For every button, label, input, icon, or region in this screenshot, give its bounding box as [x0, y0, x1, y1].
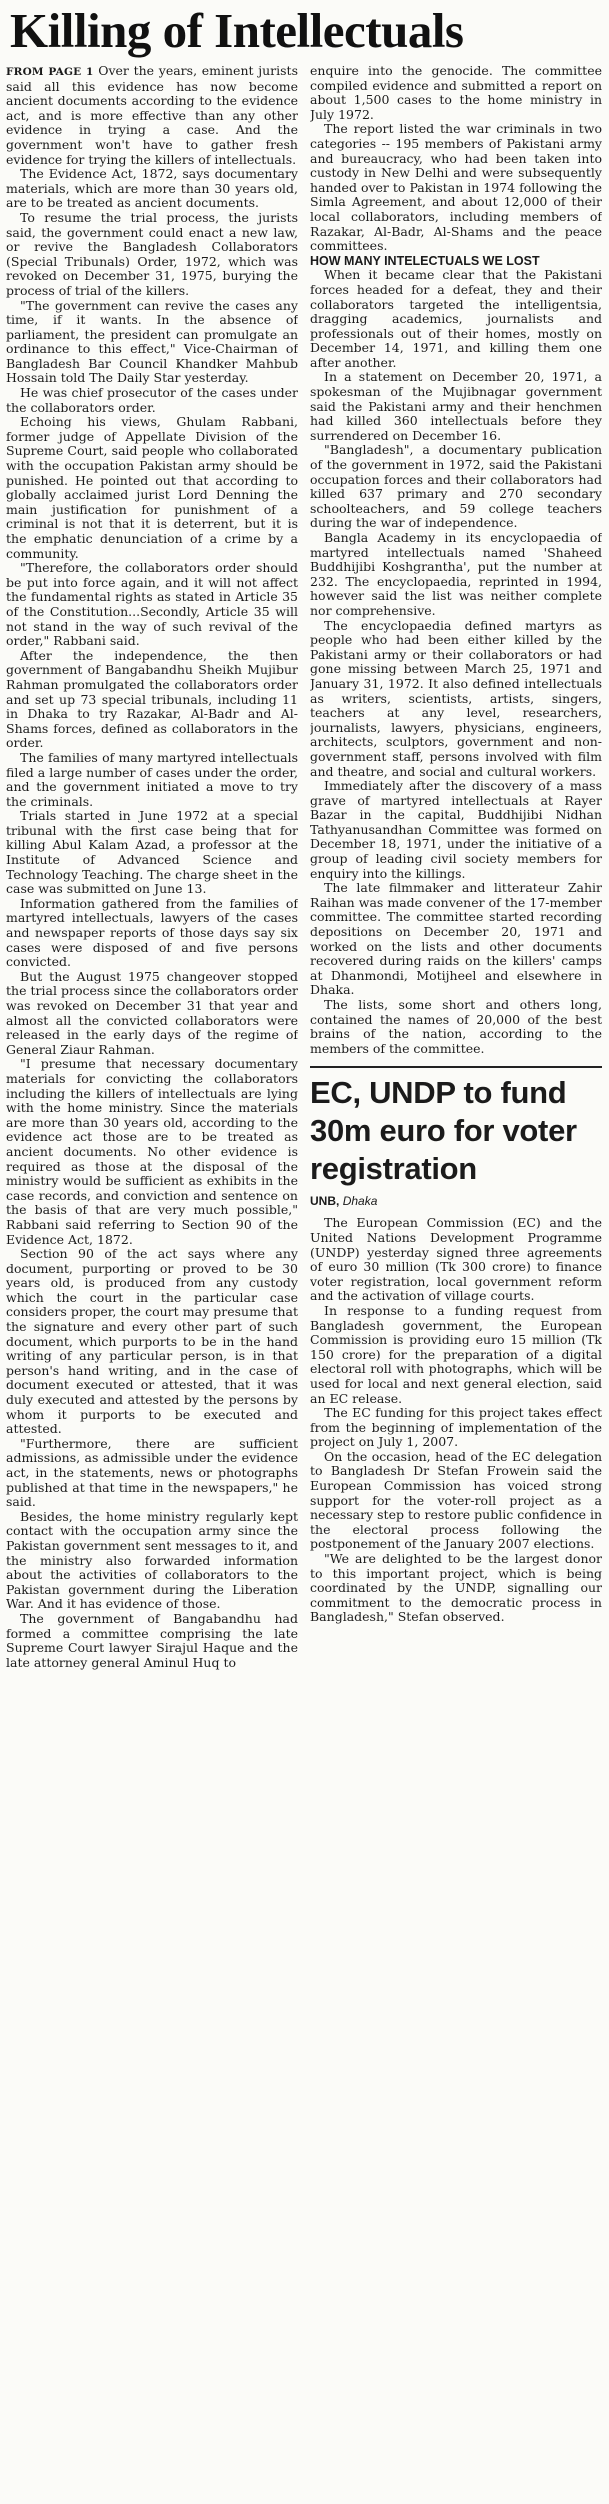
paragraph: Section 90 of the act says where any document, purporting or proved to be 30 years old, is produced from any custody which the court in the particular case considers proper, the court may presume that the signature and every other part of such document, which purports to be in the hand writing of any particular person, is in that person's hand writing, and in the case of document executed or attested, that it was duly executed and attested by the persons by whom it purports to be executed and attested. — [6, 1246, 298, 1437]
paragraph: Information gathered from the families of martyred intellectuals, lawyers of the cases and newspaper reports of those days say six cases were disposed of and five persons convicted. — [6, 895, 298, 970]
paragraph: Trials started in June 1972 at a special tribunal with the first case being that for killing Abul Kalam Azad, a professor at the Institute of Advanced Science and Technology Teaching. The charge sheet in the case was submitted on June 13. — [6, 808, 298, 897]
paragraph: "Furthermore, there are sufficient admissions, as admissible under the evidence act, in the statements, news or photographs published at that time in the newspapers," he said. — [6, 1435, 298, 1510]
paragraph: The encyclopaedia defined martyrs as people who had been either killed by the Pakistani army or their collaborators or had gone missing between March 25, 1971 and January 31, 1972. It also defined intellectuals as writers, scientists, artists, singers, teachers at any level, researchers, journalists, lawyers, physicians, engineers, architects, sculptors, government and non-government staff, persons involved with film and theatre, and social and cultural workers. — [310, 617, 602, 779]
continued-paragraph: enquire into the genocide. The committee compiled evidence and submitted a report on about 1,500 cases to the home ministry in July 1972. — [310, 64, 602, 122]
dateline: Dhaka — [342, 1194, 378, 1209]
paragraph: The report listed the war criminals in two categories -- 195 members of Pakistani army and bureaucracy, who had been taken into custody in New Delhi and were subsequently handed over to Pakistan in 1974 following the Simla Agreement, and about 12,000 of their local collaborators, including members of Razakar, Al-Badr, Al-Shams and the peace committees. — [310, 121, 602, 254]
paragraph: The European Commission (EC) and the United Nations Development Programme (UNDP) yesterday signed three agreements of euro 30 million (Tk 300 crore) to finance voter registration, local government reform and the activation of village courts. — [310, 1215, 602, 1304]
paragraph: "Bangladesh", a documentary publication of the government in 1972, said the Pakistani occupation forces and their collaborators had killed 637 primary and 270 secondary schoolteachers, and 59 college teachers during the war of independence. — [310, 442, 602, 531]
first-paragraph — [6, 64, 298, 167]
right-column — [310, 64, 602, 1670]
paragraph: "Therefore, the collaborators order should be put into force again, and it will not affect the fundamental rights as stated in Article 35 of the Constitution...Secondly, Article 35 will not stand in the way of such revival of the order," Rabbani said. — [6, 560, 298, 649]
paragraph: The Evidence Act, 1872, says documentary materials, which are more than 30 years old, are to be treated as ancient documents. — [6, 166, 298, 211]
paragraph: On the occasion, head of the EC delegation to Bangladesh Dr Stefan Frowein said the European Commission has voiced strong support for the voter-roll project as a necessary step to restore public confidence in the electoral process following the postponement of the January 2007 elections. — [310, 1448, 602, 1552]
paragraph: But the August 1975 changeover stopped the trial process since the collaborators order was revoked on December 31 that year and almost all the convicted collaborators were released in the early days of the regime of General Ziaur Rahman. — [6, 968, 298, 1057]
paragraph: The lists, some short and others long, contained the names of 20,000 of the best brains of the nation, according to the members of the committee. — [310, 997, 602, 1056]
lead-text: Over the years, eminent jurists said all this evidence has now become ancient documents according to the evidence act, and is more effective than any other evidence in trying a case. And the government won't have to gather fresh evidence for trying the killers of intellectuals. — [6, 64, 298, 167]
story-divider — [310, 1066, 602, 1068]
paragraph: To resume the trial process, the jurists said, the government could enact a new law, or revive the Bangladesh Collaborators (Special Tribunals) Order, 1972, which was revoked on December 31, 1975, burying the process of trial of the killers. — [6, 209, 298, 298]
article-columns — [6, 64, 603, 1670]
kicker: FROM PAGE 1 — [6, 66, 94, 78]
paragraph: The families of many martyred intellectuals filed a large number of cases under the order, and the government initiated a move to try the criminals. — [6, 749, 298, 809]
paragraph: Echoing his views, Ghulam Rabbani, former judge of Appellate Division of the Supreme Court, said people who collaborated with the occupation Pakistan army should be punished. He pointed out that according to globally acclaimed jurist Lord Denning the main justification for punishment of a criminal is not that it is deterrent, but it is the emphatic denunciation of a crime by a community. — [6, 414, 298, 561]
byline-agency: UNB, — [310, 1194, 340, 1209]
paragraph: Bangla Academy in its encyclopaedia of martyred intellectuals named 'Shaheed Buddhijibi Koshgrantha', put the number at 232. The encyclopaedia, reprinted in 1994, however said the list was neither complete nor comprehensive. — [310, 530, 602, 618]
subhead: HOW MANY INTELECTUALS WE LOST — [310, 253, 540, 268]
paragraph: In a statement on December 20, 1971, a spokesman of the Mujibnagar government said the Pakistani army and their henchmen had killed 360 intellectuals before they surrendered on December 16. — [310, 369, 602, 443]
paragraph: After the independence, the then government of Bangabandhu Sheikh Mujibur Rahman promulgated the collaborators order and set up 73 special tribunals, including 11 in Dhaka to try Razakar, Al-Badr and Al-Shams forces, defined as collaborators in the order. — [6, 647, 298, 751]
paragraph: Immediately after the discovery of a mass grave of martyred intellectuals at Rayer Bazar in the capital, Buddhijibi Nidhan Tathyanusandhan Committee was formed on December 18, 1971, under the initiative of a group of leading civil society members for enquiry into the killings. — [310, 778, 602, 881]
paragraph: "We are delighted to be the largest donor to this important project, which is being coordinated by the UNDP, signalling our commitment to the democratic process in Bangladesh," Stefan observed. — [310, 1551, 602, 1625]
paragraph: In response to a funding request from Bangladesh government, the European Commission is providing euro 15 million (Tk 150 crore) for the preparation of a digital electoral roll with photographs, which will be used for local and next general election, said an EC release. — [310, 1302, 602, 1406]
paragraph: "The government can revive the cases any time, if it wants. In the absence of parliament, the president can promulgate an ordinance to this effect," Vice-Chairman of Bangladesh Bar Council Khandker Mahbub Hossain told The Daily Star yesterday. — [6, 297, 298, 386]
story2-headline: EC, UNDP to fund 30m euro for voter registration — [310, 1075, 577, 1187]
headline: Killing of Intellectuals — [10, 3, 464, 58]
paragraph: The government of Bangabandhu had formed a committee comprising the late Supreme Court lawyer Sirajul Haque and the late attorney general Aminul Huq to — [6, 1610, 298, 1670]
paragraph: The EC funding for this project takes effect from the beginning of implementation of the project on July 1, 2007. — [310, 1405, 602, 1450]
paragraph: When it became clear that the Pakistani forces headed for a defeat, they and their collaborators targeted the intelligentsia, dragging academics, journalists and professionals out of their homes, mostly on December 14, 1971, and killing them one after another. — [310, 267, 602, 370]
paragraph: "I presume that necessary documentary materials for convicting the collaborators including the killers of intellectuals are lying with the home ministry. Since the materials are more than 30 years old, according to the evidence act those are to be treated as ancient documents. No other evidence is required as those at the disposal of the ministry would be sufficient as exhibits in the case records, and conviction and sentence on the basis of that are very much possible," Rabbani said referring to Section 90 of the Evidence Act, 1872. — [6, 1056, 298, 1247]
paragraph: The late filmmaker and litterateur Zahir Raihan was made convener of the 17-member committee. The committee started recording depositions on December 20, 1971 and worked on the lists and other documents recovered during raids on the killers' camps at Dhanmondi, Motijheel and elsewhere in Dhaka. — [310, 880, 602, 998]
paragraph: He was chief prosecutor of the cases under the collaborators order. — [6, 385, 298, 415]
byline — [310, 1194, 602, 1208]
left-column — [6, 64, 298, 1670]
paragraph: Besides, the home ministry regularly kept contact with the occupation army since the Pakistan government sent messages to it, and the ministry also forwarded information about the activities of collaborators to the Pakistan government during the Liberation War. And it has evidence of those. — [6, 1508, 298, 1612]
